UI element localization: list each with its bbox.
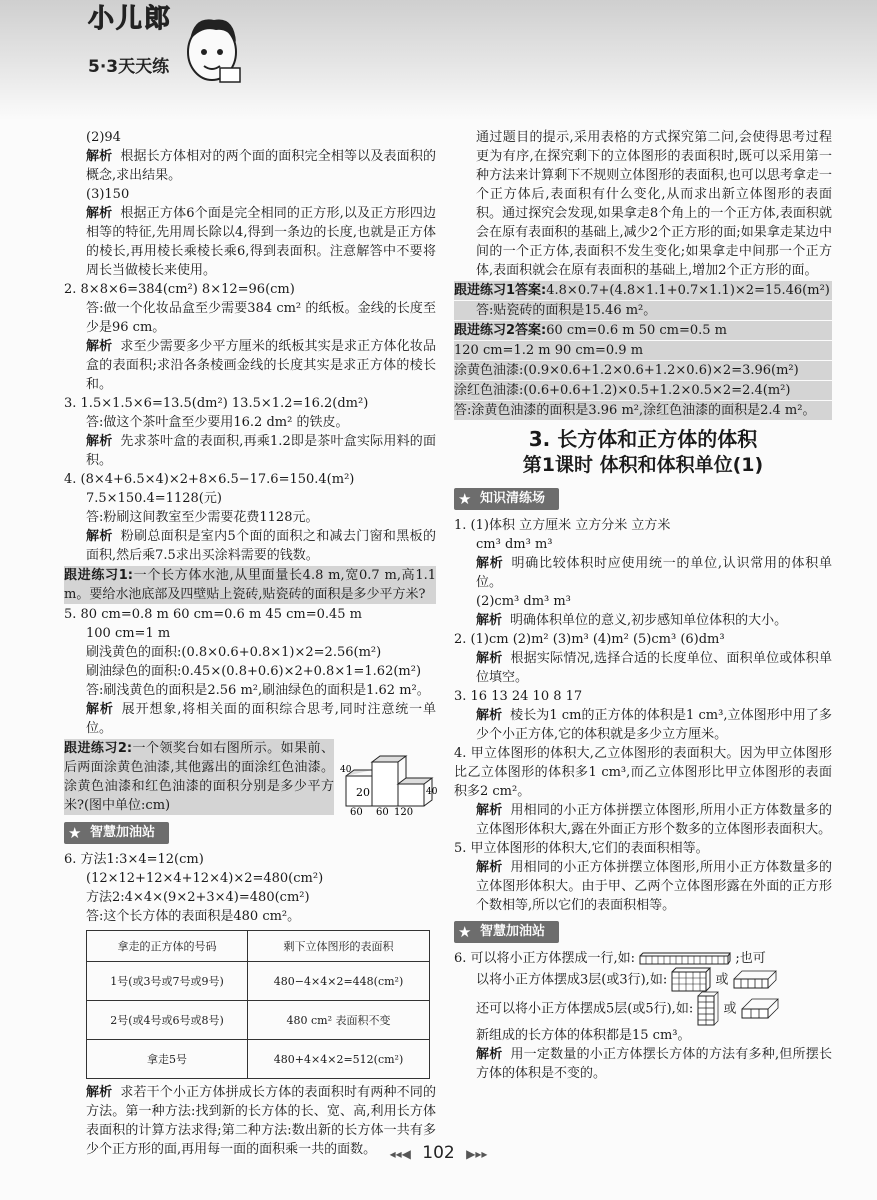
practice-1-answer [454, 281, 832, 300]
q5-conclusion: 答:刷浅黄色的面积是2.56 m²,刷油绿色的面积是1.62 m²。 [86, 683, 430, 698]
r-q1-answer: 1. (1)体积 立方厘米 立方分米 立方米 [454, 518, 671, 533]
q5-step-2: 刷浅黄色的面积:(0.8×0.6+0.8×1)×2=2.56(m²) [86, 645, 382, 660]
r-q6-conclusion: 新组成的长方体的体积都是15 cm³。 [476, 1028, 691, 1043]
analysis-label: 解析 [476, 613, 503, 628]
analysis-text: 用相同的小正方体拼摆立体图形,所用小正方体数量多的立体图形体积大,露在外面正方形个数多的立体图形表面积大。 [476, 803, 832, 837]
r-q6-text: 或 [723, 1001, 737, 1017]
r-q6-text: 或 [715, 972, 729, 988]
podium-label: 60 [376, 807, 389, 818]
answer-text: 4.8×0.7+(4.8×1.1+0.7×1.1)×2=15.46(m²) [546, 283, 830, 298]
analysis-text: 粉刷总面积是室内5个面的面积之和减去门窗和黑板的面积,然后乘7.5求出买涂料需要的钱数。 [86, 529, 436, 563]
banner-text: 知识清练场 [480, 491, 546, 506]
q5-step-1: 100 cm=1 m [86, 626, 171, 641]
analysis-text: 求至少需要多少平方厘米的纸板其实是求正方体化妆品盒的表面积;求沿各条棱画金线的长度其实是求正方体的棱长和。 [86, 339, 436, 392]
section-banner [64, 822, 169, 844]
table-cell: 480 cm² 表面积不变 [248, 1001, 430, 1040]
left-arrows-icon: ◂◂◀ [389, 1147, 411, 1161]
right-column [454, 128, 832, 1083]
q6-conclusion: 答:这个长方体的表面积是480 cm²。 [86, 909, 301, 924]
table-cell: 1号(或3号或7号或9号) [87, 962, 248, 1001]
r-q6-text: 6. 可以将小正方体摆成一行,如: [454, 951, 636, 966]
analysis-label: 解析 [476, 708, 503, 723]
podium-label: 120 [394, 807, 414, 818]
r-q2-analysis [454, 649, 832, 687]
podium-label: 60 [350, 807, 363, 818]
r-q5-answer: 5. 甲立体图形的体积大,它们的表面积相等。 [454, 841, 709, 856]
r-q6-line-1 [454, 949, 832, 968]
lesson-title: 第1课时 体积和体积单位(1) [522, 454, 764, 476]
r-q5-analysis [454, 858, 832, 915]
table-cell: 拿走5号 [87, 1040, 248, 1079]
r-q6-line-3 [454, 992, 832, 1026]
banner-text: 智慧加油站 [480, 924, 546, 939]
analysis-text: 用相同的小正方体拼摆立体图形,所用小正方体数量多的立体图形体积大。由于甲、乙两个立体图形露在外面的正方形个数相等,所以它们的表面积相等。 [476, 860, 832, 913]
r-q1-answer-2: (2)cm³ dm³ m³ [476, 594, 571, 609]
table-row [87, 962, 430, 1001]
q2-analysis [64, 337, 436, 394]
r-q3-answer: 3. 16 13 24 10 8 17 [454, 689, 583, 704]
analysis-label: 解析 [476, 803, 503, 818]
table-cell: 480+4×4×2=512(cm²) [248, 1040, 430, 1079]
q5-analysis [64, 700, 436, 738]
left-column [64, 128, 436, 1159]
practice-label: 跟进练习1: [64, 568, 133, 583]
table-row [87, 1040, 430, 1079]
practice-label: 跟进练习2: [64, 741, 133, 756]
q3-analysis [64, 432, 436, 470]
answer-2-3: (3)150 [86, 187, 130, 202]
answer-label: 跟进练习2答案: [454, 323, 547, 338]
q6-table [86, 930, 430, 1079]
answer-2-2: (2)94 [86, 130, 121, 145]
follow-practice-1 [64, 566, 436, 604]
cube-3-rows-figure [671, 968, 711, 992]
q3-answer: 3. 1.5×1.5×6=13.5(dm²) 13.5×1.2=16.2(dm²) [64, 396, 369, 411]
analysis-2-2 [64, 147, 436, 185]
analysis-label: 解析 [86, 702, 114, 717]
analysis-label: 解析 [86, 1085, 113, 1100]
practice-text: 一个领奖台如右图所示。如果前、后两面涂黄色油漆,其他露出的面涂红色油漆。涂黄色油漆和红色油漆的面积分别是多少平方米?(图中单位:cm) [64, 741, 334, 813]
practice-2-conclusion: 答:涂黄色油漆的面积是3.96 m²,涂红色油漆的面积是2.4 m²。 [454, 401, 832, 420]
analysis-text: 展开想象,将相关面的面积综合思考,同时注意统一单位。 [86, 702, 436, 736]
brand-name: 小儿郎 [88, 4, 173, 34]
mascot-icon [88, 4, 238, 90]
cube-5-rows-figure [697, 992, 719, 1026]
podium-label: 20 [356, 786, 370, 799]
podium-label: 40 [340, 765, 352, 775]
podium-figure [338, 754, 438, 818]
table-header: 剩下立体图形的表面积 [248, 931, 430, 962]
analysis-text: 明确体积单位的意义,初步感知单位体积的大小。 [510, 613, 788, 628]
answer-label: 跟进练习1答案: [454, 283, 547, 298]
r-q3-analysis [454, 706, 832, 744]
answer-text: 60 cm=0.6 m 50 cm=0.5 m [546, 323, 727, 338]
section-banner [454, 488, 559, 510]
analysis-label: 解析 [476, 1047, 503, 1062]
analysis-text: 根据实际情况,选择合适的长度单位、面积单位或体积单位填空。 [476, 651, 832, 685]
follow-practice-2-row [64, 738, 436, 816]
table-header-row [87, 931, 430, 962]
r-q6-text: 以将小正方体摆成3层(或3行),如: [476, 972, 668, 988]
q5-step-3: 刷油绿色的面积:0.45×(0.8+0.6)×2+0.8×1=1.62(m²) [86, 664, 422, 679]
analysis-text: 根据长方体相对的两个面的面积完全相等以及表面积的概念,求出结果。 [86, 149, 436, 183]
star-icon: ★ [458, 490, 472, 508]
r-q6-analysis [454, 1045, 832, 1083]
r-q6-text: 还可以将小正方体摆成5层(或5行),如: [476, 1001, 694, 1017]
r-q6-line-2 [454, 968, 832, 992]
r-q6-text: ;也可 [735, 951, 766, 966]
q6-method-1: 6. 方法1:3×4=12(cm) [64, 852, 204, 867]
analysis-text: 先求茶叶盒的表面积,再乘1.2即是茶叶盒实际用料的面积。 [86, 434, 436, 468]
q6-method-1-calc: (12×12+12×4+12×4)×2=480(cm²) [86, 871, 324, 886]
q4-step: 7.5×150.4=1128(元) [86, 491, 222, 506]
star-icon: ★ [68, 824, 82, 842]
cube-3-layers-figure [733, 971, 777, 989]
analysis-label: 解析 [476, 556, 504, 571]
page-number: 102 [422, 1143, 455, 1163]
q6-analysis-continued: 通过题目的提示,采用表格的方式探究第二问,会使得思考过程更为有序,在探究剩下的立体图形的表面积时,既可以采用第一种方法来计算剩下不规则立体图形的表面积,也可以思考拿走一个正方体后,表面积有什么变化,从而求出新立体图形的表面积。通过探究会发现,如果拿走8个角上的一个正方体,表面积就会在原有表面积的基础上,减少2个正方形的面;如果拿走某边中间的一个正方体,表面积不发生变化;如果拿走中间那一个正方体,表面积就会在原有表面积的基础上,增加2个正方形的面。 [476, 130, 832, 278]
q5-answer: 5. 80 cm=0.8 m 60 cm=0.6 m 45 cm=0.45 m [64, 607, 362, 622]
r-q1-units: cm³ dm³ m³ [476, 537, 553, 552]
analysis-label: 解析 [86, 434, 113, 449]
practice-text: 一个长方体水池,从里面量长4.8 m,宽0.7 m,高1.1 m。要给水池底部及四壁贴上瓷砖,贴瓷砖的面积是多少平方米? [64, 568, 436, 602]
practice-1-conclusion: 答:贴瓷砖的面积是15.46 m²。 [454, 301, 832, 320]
q2-answer: 2. 8×8×6=384(cm²) 8×12=96(cm) [64, 282, 295, 297]
analysis-text: 用一定数量的小正方体摆长方体的方法有多种,但所摆长方体的体积是不变的。 [476, 1047, 832, 1081]
practice-2-step-2: 涂黄色油漆:(0.9×0.6+1.2×0.6+1.2×0.6)×2=3.96(m²) [454, 361, 832, 380]
analysis-label: 解析 [476, 860, 503, 875]
table-header: 拿走的正方体的号码 [87, 931, 248, 962]
right-arrows-icon: ▶▸▸ [466, 1147, 488, 1161]
follow-practice-2 [64, 739, 334, 815]
r-q2-answer: 2. (1)cm (2)m² (3)m³ (4)m² (5)cm³ (6)dm³ [454, 632, 725, 647]
banner-text: 智慧加油站 [90, 825, 156, 840]
table-cell: 480−4×4×2=448(cm²) [248, 962, 430, 1001]
practice-2-answer [454, 321, 832, 340]
section-banner [454, 921, 559, 943]
analysis-label: 解析 [86, 206, 113, 221]
analysis-label: 解析 [86, 339, 113, 354]
analysis-text: 明确比较体积时应使用统一的单位,认识常用的体积单位。 [476, 556, 832, 590]
podium-label: 40 [426, 787, 438, 797]
table-cell: 2号(或4号或6号或8号) [87, 1001, 248, 1040]
q4-analysis [64, 527, 436, 565]
q3-conclusion: 答:做这个茶叶盒至少要用16.2 dm² 的铁皮。 [86, 415, 349, 430]
r-q1-analysis [454, 554, 832, 592]
analysis-label: 解析 [86, 529, 113, 544]
chapter-heading [454, 426, 832, 478]
analysis-text: 根据正方体6个面是完全相同的正方形,以及正方形四边相等的特征,先用周长除以4,得到一条边的长度,也就是正方体的棱长,再用棱长乘棱长乘6,得到表面积。注意解答中不要将周长当做棱长来使用。 [86, 206, 436, 278]
r-q4-answer: 4. 甲立体图形的体积大,乙立体图形的表面积大。因为甲立体图形比乙立体图形的体积多1 cm³,而乙立体图形比甲立体图形的表面积多2 cm²。 [454, 746, 832, 799]
table-row [87, 1001, 430, 1040]
practice-2-step-1: 120 cm=1.2 m 90 cm=0.9 m [454, 341, 832, 360]
chapter-title: 3. 长方体和正方体的体积 [528, 427, 758, 451]
series-name: 5·3天天练 [88, 57, 170, 77]
analysis-text: 棱长为1 cm的正方体的体积是1 cm³,立体图形中用了多少个小正方体,它的体积就是多少立方厘米。 [476, 708, 832, 742]
analysis-text: 求若干个小正方体拼成长方体的表面积时有两种不同的方法。第一种方法:找到新的长方体的长、宽、高,利用长方体表面积的计算方法求得;第二种方法:数出新的长方体一共有多少个正方形的面,再用每一面的面积乘一共的面数。 [86, 1085, 436, 1157]
page-footer [0, 1144, 877, 1164]
cube-row-figure [639, 953, 731, 965]
q6-method-2: 方法2:4×4×(9×2+3×4)=480(cm²) [86, 890, 310, 905]
analysis-2-3 [64, 204, 436, 280]
cube-5-layers-figure [741, 999, 781, 1019]
q4-conclusion: 答:粉刷这间教室至少需要花费1128元。 [86, 510, 319, 525]
q4-answer: 4. (8×4+6.5×4)×2+8×6.5−17.6=150.4(m²) [64, 472, 355, 487]
practice-2-step-3: 涂红色油漆:(0.6+0.6+1.2)×0.5+1.2×0.5×2=2.4(m²) [454, 381, 832, 400]
analysis-label: 解析 [86, 149, 113, 164]
r-q1-analysis-2 [454, 611, 832, 630]
r-q4-analysis [454, 801, 832, 839]
star-icon: ★ [458, 923, 472, 941]
q2-conclusion: 答:做一个化妆品盒至少需要384 cm² 的纸板。金线的长度至少是96 cm。 [86, 301, 436, 335]
analysis-label: 解析 [476, 651, 503, 666]
